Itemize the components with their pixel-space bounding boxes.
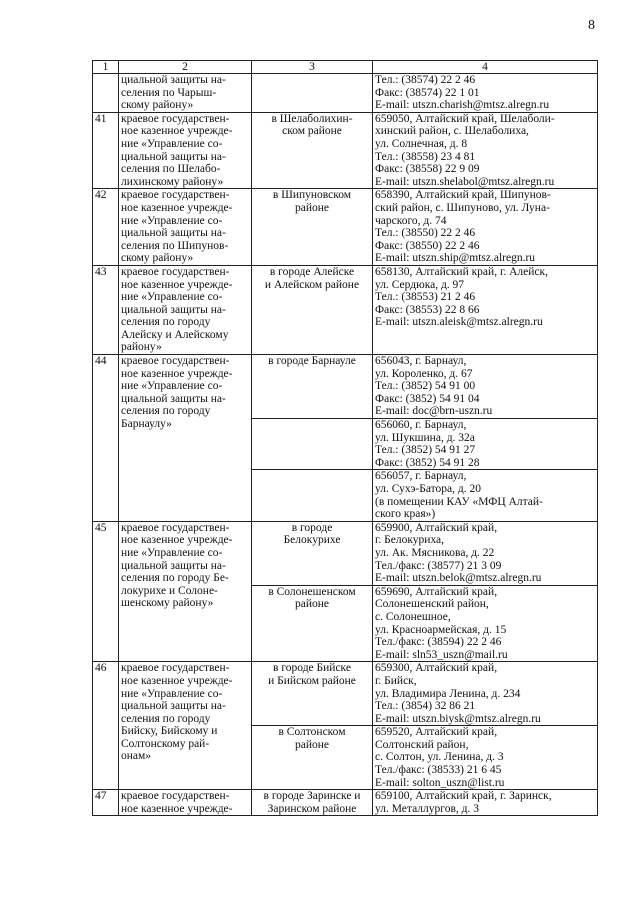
table-row — [93, 265, 598, 354]
contact-line: 659100, Алтайский край, г. Заринск, — [375, 790, 552, 803]
contact-line: с. Солтон, ул. Ленина, д. 3 — [375, 751, 504, 764]
organization-line: циальной защиты на- — [121, 150, 226, 163]
organization-line: локурихе и Солоне- — [121, 584, 218, 597]
organization-line: ние «Управление со- — [121, 546, 223, 559]
district-cell — [252, 585, 373, 662]
organization-line: краевое государствен- — [121, 112, 230, 125]
contact-line: Тел.: (38550) 22 2 46 — [375, 227, 476, 240]
organization-line: шенскому району» — [121, 597, 214, 610]
organization-line: ние «Управление со- — [121, 380, 223, 393]
contact-line: 659050, Алтайский край, Шелаболи- — [375, 112, 555, 125]
contact-line: E-mail: doc@brn-uszn.ru — [375, 405, 493, 418]
organization-line: краевое государствен- — [121, 790, 230, 803]
district-cell — [252, 355, 373, 419]
header-col-contacts: 4 — [373, 61, 598, 74]
contact-line: ул. Шукшина, д. 32а — [375, 431, 475, 444]
organization-cell — [119, 112, 252, 189]
contact-line: E-mail: utszn.shelabol@mtsz.alregn.ru — [375, 175, 555, 188]
contact-line: E-mail: solton_uszn@list.ru — [375, 776, 505, 789]
contacts-cell — [373, 265, 598, 354]
contact-line: хинский район, с. Шелаболиха, — [375, 125, 529, 138]
contacts-cell — [373, 521, 598, 585]
table-row — [93, 790, 598, 816]
district-line: и Алейском районе — [264, 278, 360, 291]
table-row — [93, 189, 598, 266]
contact-line: 656043, г. Барнаул, — [375, 355, 467, 368]
organization-line: ное казенное учрежде- — [121, 534, 233, 547]
district-line — [254, 419, 370, 432]
organization-cell — [119, 355, 252, 522]
organization-line: ное казенное учрежде- — [121, 201, 233, 214]
organization-line: селения по Чарыш- — [121, 86, 217, 99]
organization-line: ние «Управление со- — [121, 291, 223, 304]
organization-line: циальной защиты на- — [121, 74, 226, 86]
organization-line: селения по городу Бе- — [121, 572, 229, 585]
district-cell — [252, 419, 373, 470]
organization-line: селения по городу — [121, 712, 211, 725]
district-line: районе — [294, 738, 330, 751]
organization-line: циальной защиты на- — [121, 559, 226, 572]
organization-line: краевое государствен- — [121, 521, 230, 534]
district-line: в Солонешенском — [268, 585, 356, 598]
contact-line: E-mail: utszn.aleisk@mtsz.alregn.ru — [375, 316, 543, 329]
organization-line: краевое государствен- — [121, 265, 230, 278]
contact-line: ул. Красноармейская, д. 15 — [375, 623, 507, 636]
contact-line: с. Солонешное, — [375, 610, 451, 623]
contact-line: Факс: (3852) 54 91 04 — [375, 392, 480, 405]
contact-line: Тел.: (3852) 54 91 27 — [375, 444, 476, 457]
district-line: в городе Барнауле — [268, 355, 356, 368]
district-line: и Бийском районе — [268, 674, 356, 687]
contacts-cell — [373, 662, 598, 726]
district-line: Белокурихе — [283, 534, 341, 547]
organization-line: ние «Управление со- — [121, 214, 223, 227]
district-line: Заринском районе — [267, 802, 357, 815]
table-header-row — [93, 61, 598, 74]
contact-line: Тел./факс: (38577) 21 3 09 — [375, 559, 502, 572]
contact-line: 659300, Алтайский край, — [375, 662, 498, 675]
contact-line: Солтонский район, — [375, 738, 469, 751]
contact-line: Тел.: (38558) 23 4 81 — [375, 150, 476, 163]
organization-line: ное казенное учрежде- — [121, 367, 233, 380]
organization-cell — [119, 790, 252, 816]
contact-line: E-mail: utszn.biysk@mtsz.alregn.ru — [375, 712, 541, 725]
contact-line: E-mail: utszn.belok@mtsz.alregn.ru — [375, 572, 542, 585]
header-col-location: 3 — [252, 61, 373, 74]
organization-line: краевое государствен- — [121, 355, 230, 368]
organization-line: Алейску и Алейскому — [121, 328, 229, 341]
contact-line: Факс: (38574) 22 1 01 — [375, 86, 480, 99]
organization-line: ное казенное учрежде- — [121, 278, 233, 291]
contacts-cell — [373, 112, 598, 189]
organization-cell — [119, 74, 252, 113]
contacts-cell — [373, 189, 598, 266]
contact-line: Тел.: (38553) 21 2 46 — [375, 291, 476, 304]
organization-line: селения по Шипунов- — [121, 239, 229, 252]
organization-line: району» — [121, 341, 162, 354]
contact-line: Факс: (38553) 22 8 66 — [375, 303, 480, 316]
district-line: в городе Алейске — [269, 265, 355, 278]
district-line: районе — [294, 598, 330, 611]
table-body — [93, 74, 598, 816]
table-row — [93, 355, 598, 419]
contact-line: Солонешенский район, — [375, 598, 489, 611]
contacts-cell — [373, 355, 598, 419]
contact-line: E-mail: utszn.charish@mtsz.alregn.ru — [375, 99, 550, 112]
contact-line: чарского, д. 74 — [375, 214, 447, 227]
district-line — [254, 470, 370, 483]
contacts-cell — [373, 470, 598, 521]
contact-line: ул. Металлургов, д. 3 — [375, 802, 479, 815]
organization-line: селения по Шелабо- — [121, 163, 221, 176]
contact-line: ул. Ак. Мясникова, д. 22 — [375, 546, 495, 559]
district-cell — [252, 662, 373, 726]
contact-line: (в помещении КАУ «МФЦ Алтай- — [375, 495, 543, 508]
organization-line: Солтонскому рай- — [121, 737, 210, 750]
contact-line: ул. Солнечная, д. 8 — [375, 137, 468, 150]
table-row — [93, 74, 598, 113]
contact-line: 658390, Алтайский край, Шипунов- — [375, 189, 551, 202]
contact-line: ул. Сухэ-Батора, д. 20 — [375, 483, 481, 495]
organization-line: Барнаулу» — [121, 418, 172, 431]
contact-line: Факс: (38558) 22 9 09 — [375, 163, 480, 176]
page-number: 8 — [588, 18, 595, 33]
district-line: в городе Заринске и — [263, 790, 361, 803]
organization-line: селения по городу — [121, 316, 211, 329]
organization-line: Бийску, Бийскому и — [121, 725, 218, 738]
organization-line: циальной защиты на- — [121, 700, 226, 713]
organization-line: селения по городу — [121, 405, 211, 418]
district-line: в Шелаболихин- — [271, 112, 353, 125]
organization-cell — [119, 662, 252, 790]
district-cell — [252, 265, 373, 354]
contact-line: ул. Короленко, д. 67 — [375, 367, 473, 380]
contact-line: 659520, Алтайский край, — [375, 726, 498, 739]
organization-line: ние «Управление со- — [121, 687, 223, 700]
district-line: в Шипуновском — [272, 189, 352, 202]
row-number: 45 — [93, 521, 119, 662]
table-row — [93, 662, 598, 726]
contact-line: г. Белокуриха, — [375, 534, 445, 547]
organization-cell — [119, 521, 252, 662]
contacts-cell — [373, 726, 598, 790]
organization-line: краевое государствен- — [121, 189, 230, 202]
contact-line: ул. Владимира Ленина, д. 234 — [375, 687, 521, 700]
organization-line: краевое государствен- — [121, 662, 230, 675]
district-line: районе — [294, 201, 330, 214]
contact-line: 656057, г. Барнаул, — [375, 470, 467, 483]
district-cell — [252, 74, 373, 113]
organization-line: циальной защиты на- — [121, 392, 226, 405]
row-number: 43 — [93, 265, 119, 354]
district-line: ском районе — [282, 125, 342, 138]
district-cell — [252, 112, 373, 189]
row-number: 42 — [93, 189, 119, 266]
district-line: в Солтонском — [278, 726, 346, 739]
district-line — [254, 74, 370, 87]
contact-line: E-mail: sln53_uszn@mail.ru — [375, 648, 508, 661]
contacts-cell — [373, 419, 598, 470]
contact-line: 659900, Алтайский край, — [375, 521, 498, 534]
contact-line: Факс: (3852) 54 91 28 — [375, 456, 480, 469]
row-number — [93, 74, 119, 113]
contact-line: ского края») — [375, 508, 436, 521]
district-cell — [252, 521, 373, 585]
organization-line: ное казенное учрежде- — [121, 125, 233, 138]
district-line: в городе Бийске — [273, 662, 351, 675]
contact-line: ул. Сердюка, д. 97 — [375, 278, 465, 291]
organization-line: ное казенное учрежде- — [121, 802, 233, 815]
contacts-cell — [373, 790, 598, 816]
contact-line: Тел.: (38574) 22 2 46 — [375, 74, 476, 86]
district-line: в городе — [291, 521, 333, 534]
organization-line: лихинскому району» — [121, 175, 224, 188]
contact-line: Тел.: (3854) 32 86 21 — [375, 700, 476, 713]
organization-cell — [119, 265, 252, 354]
row-number: 47 — [93, 790, 119, 816]
contact-line: 658130, Алтайский край, г. Алейск, — [375, 265, 548, 278]
contact-line: Тел./факс: (38594) 22 2 46 — [375, 636, 502, 649]
district-cell — [252, 470, 373, 521]
organization-line: ное казенное учрежде- — [121, 674, 233, 687]
contacts-cell — [373, 585, 598, 662]
contact-line: 659690, Алтайский край, — [375, 585, 498, 598]
contact-line: г. Бийск, — [375, 674, 417, 687]
contact-line: ский район, с. Шипуново, ул. Луна- — [375, 201, 550, 214]
organization-line: скому району» — [121, 99, 194, 112]
contacts-cell — [373, 74, 598, 113]
organization-cell — [119, 189, 252, 266]
organization-line: циальной защиты на- — [121, 303, 226, 316]
contact-line: Тел.: (3852) 54 91 00 — [375, 380, 476, 393]
district-cell — [252, 189, 373, 266]
table-row — [93, 112, 598, 189]
organization-line: циальной защиты на- — [121, 227, 226, 240]
organization-line: онам» — [121, 750, 152, 763]
row-number: 41 — [93, 112, 119, 189]
district-cell — [252, 726, 373, 790]
contact-line: Тел./факс: (38533) 21 6 45 — [375, 764, 502, 777]
organization-line: скому району» — [121, 252, 194, 265]
contact-line: Факс: (38550) 22 2 46 — [375, 239, 480, 252]
header-col-number: 1 — [93, 61, 119, 74]
social-protection-offices-table — [92, 60, 598, 816]
header-col-organization: 2 — [119, 61, 252, 74]
row-number: 46 — [93, 662, 119, 790]
organization-line: ние «Управление со- — [121, 137, 223, 150]
district-cell — [252, 790, 373, 816]
table-row — [93, 521, 598, 585]
contact-line: E-mail: utszn.ship@mtsz.alregn.ru — [375, 252, 536, 265]
contact-line: 656060, г. Барнаул, — [375, 419, 467, 432]
row-number: 44 — [93, 355, 119, 522]
